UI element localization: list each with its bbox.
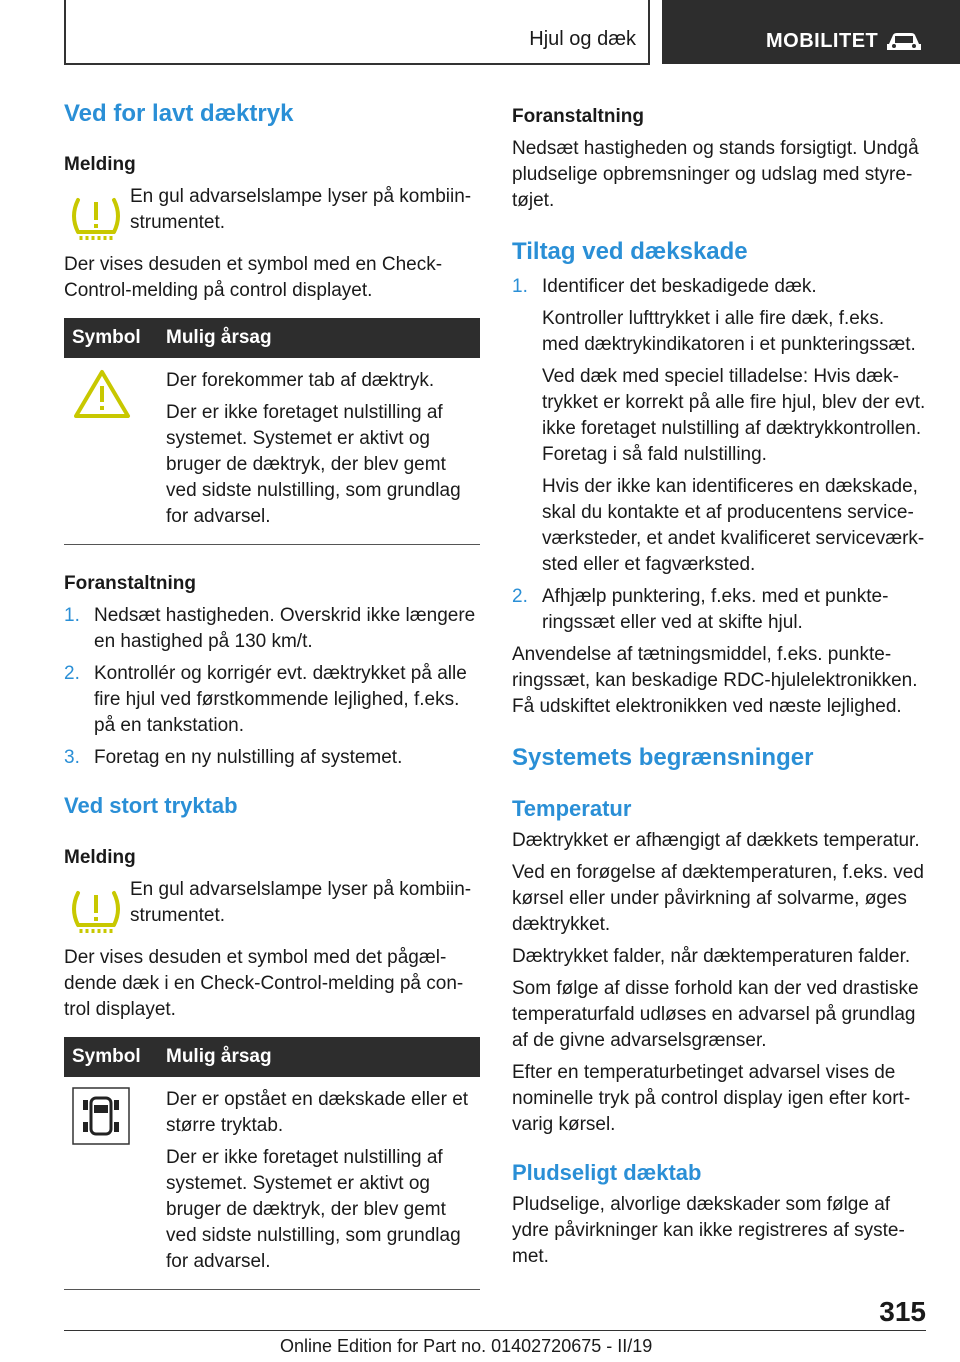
message-label-1: Melding — [64, 154, 136, 175]
sudden-paragraph: Pludselige, alvorlige dækskader som følge af ydre påvirkninger kan ikke registreres af systemet. — [512, 1194, 905, 1267]
col-symbol: Symbol — [64, 1037, 158, 1077]
table-row — [64, 358, 480, 545]
symbol-table-2 — [64, 1037, 480, 1290]
message-label-2: Melding — [64, 847, 136, 868]
list-item: 2. Afhjælp punktering, f.eks. med et punkteringssæt eller ved at skifte hjul. — [512, 586, 889, 633]
edition-text: Online Edition for Part no. 01402720675 - II/19 — [280, 1336, 653, 1356]
tire-pressure-warning-icon — [68, 194, 124, 242]
cause-text-2b: Der er ikke foretaget nulstilling af systemet. Systemet er aktivt og bruger de dæktryk, der blev gemt ved sidste nulstilling, som grundlag for advarsel. — [166, 1147, 461, 1272]
cause-text-1b: Der er ikke foretaget nulstilling af systemet. Systemet er aktivt og bruger de dæktryk, der blev gemt ved sidste nulstilling, som grundlag for advarsel. — [166, 402, 461, 527]
tire-pressure-warning-icon — [68, 887, 124, 935]
measure-paragraph: Nedsæt hastigheden og stands forsigtigt. Undgå pludselige opbremsninger og udslag med styretøjet. — [512, 138, 919, 211]
col-symbol: Symbol — [64, 318, 158, 358]
chapter-title: MOBILITET — [766, 30, 879, 52]
warning-triangle-icon — [72, 368, 132, 420]
list-item: 1. Nedsæt hastigheden. Overskrid ikke længere en hastighed på 130 km/t. — [64, 605, 476, 652]
heading-tire-damage: Tiltag ved dækskade — [512, 238, 748, 265]
heading-temperature: Temperatur — [512, 796, 632, 821]
measures-heading-right: Foranstaltning — [512, 106, 644, 127]
temp-paragraph-2: Ved en forøgelse af dæktemperaturen, f.eks. ved kørsel eller under påvirkning af solvarme, øges dæktrykket. — [512, 862, 924, 935]
heading-big-loss: Ved stort tryktab — [64, 793, 238, 818]
car-tire-damage-icon — [72, 1087, 130, 1145]
page-number: 315 — [879, 1296, 926, 1327]
symbol-table-1 — [64, 318, 480, 545]
temp-paragraph-5: Efter en temperaturbetinget advarsel vises de nominelle tryk på control display igen efter kortvarig kørsel. — [512, 1062, 911, 1135]
col-cause: Mulig årsag — [158, 1037, 480, 1077]
temp-paragraph-1: Dæktrykket er afhængigt af dækkets temperatur. — [512, 830, 920, 851]
damage-steps-list — [512, 274, 926, 636]
chapter-tab — [662, 0, 960, 64]
list-item: 3. Foretag en ny nulstilling af systemet. — [64, 747, 403, 768]
list-item: 1. Identificer det beskadigede dæk. Kontroller lufttrykket i alle fire dæk, f.eks. med dæktrykindikatoren i et punkteringssæt. Ved dæk med speciel tilladelse: Hvis dæktrykket er korrekt på alle fire hjul, blev der evt. ikke foretaget nulstilling af dæktrykkontrollen. Foretag i så fald nulstilling. Hvis der ikke kan identificeres en dækskade, skal du kontakte et af producentens serviceværksteder, et andet kvalificeret serviceværksted eller et fagværksted. — [512, 276, 926, 575]
temp-paragraph-3: Dæktrykket falder, når dæktemperaturen falder. — [512, 946, 911, 967]
left-column — [64, 100, 480, 1290]
paragraph-symbol-1: Der vises desuden et symbol med en Check-Control-melding på control displayet. — [64, 254, 443, 301]
cause-text-2a: Der er opstået en dækskade eller et større tryktab. — [166, 1089, 469, 1136]
sealant-paragraph: Anvendelse af tætningsmiddel, f.eks. punkteringssæt, kan beskadige RDC-hjulelektronikken. Få udskiftet elektronikken ved næste lejlighed. — [512, 644, 918, 717]
section-title: Hjul og dæk — [529, 28, 636, 50]
warning-message-1 — [64, 184, 480, 244]
cause-text-1a: Der forekommer tab af dæktryk. — [166, 370, 435, 391]
header-rule-bottom — [64, 63, 650, 65]
heading-system-limits: Systemets begrænsninger — [512, 744, 814, 771]
header-separator — [648, 0, 650, 64]
right-column — [512, 106, 926, 1270]
message-text-1: En gul advarselslampe lyser på kombiinstrumentet. — [130, 186, 472, 233]
list-item: 2. Kontrollér og korrigér evt. dæktrykket på alle fire hjul ved førstkommende lejlighed, f.eks. på en tankstation. — [64, 663, 467, 736]
measures-list-left — [64, 603, 480, 771]
header-rule-left — [64, 0, 66, 64]
col-cause: Mulig årsag — [158, 318, 480, 358]
car-icon — [884, 30, 924, 54]
footer-rule — [64, 1330, 926, 1331]
temp-paragraph-4: Som følge af disse forhold kan der ved drastiske temperaturfald udløses en advarsel på grundlag af de givne advarselsgrænser. — [512, 978, 919, 1051]
table-row — [64, 1077, 480, 1290]
paragraph-symbol-2: Der vises desuden et symbol med det pågældende dæk i en Check-Control-melding på control displayet. — [64, 947, 464, 1020]
measures-heading-left: Foranstaltning — [64, 573, 196, 594]
heading-sudden-loss: Pludseligt dæktab — [512, 1160, 702, 1185]
message-text-2: En gul advarselslampe lyser på kombiinstrumentet. — [130, 879, 472, 926]
warning-message-2 — [64, 877, 480, 937]
heading-low-pressure: Ved for lavt dæktryk — [64, 100, 294, 127]
